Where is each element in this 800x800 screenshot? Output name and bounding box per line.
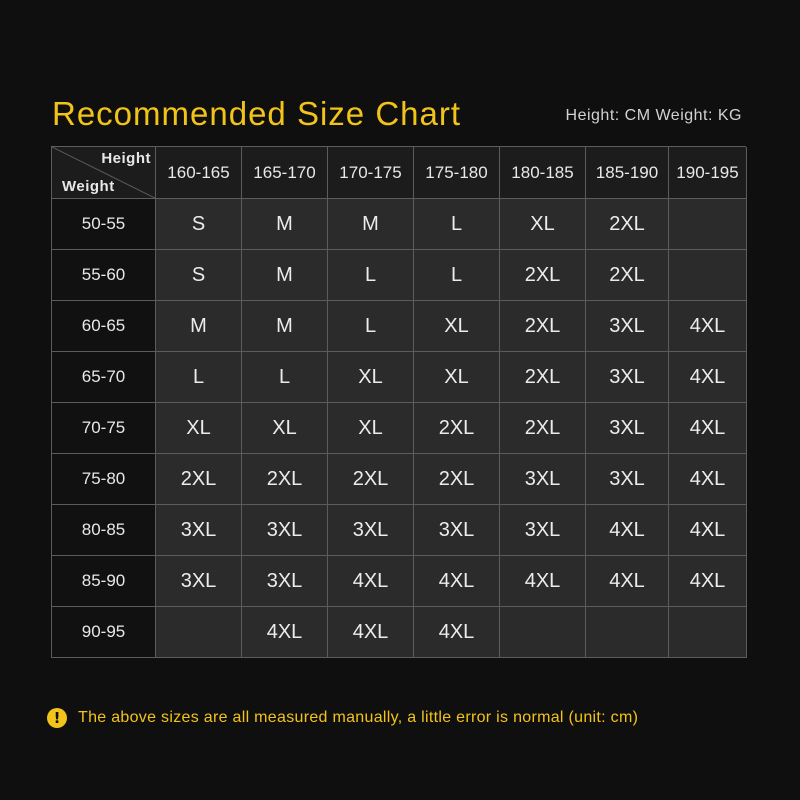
size-cell: 3XL <box>328 505 414 556</box>
size-cell: 4XL <box>669 301 747 352</box>
size-cell: 4XL <box>328 556 414 607</box>
size-cell <box>669 250 747 301</box>
size-cell: 4XL <box>669 352 747 403</box>
units-label: Height: CM Weight: KG <box>565 107 742 124</box>
size-cell: 3XL <box>156 505 242 556</box>
table-corner-header <box>52 147 156 199</box>
size-cell <box>669 199 747 250</box>
size-cell: 3XL <box>500 454 586 505</box>
size-cell: XL <box>500 199 586 250</box>
size-cell: 2XL <box>500 352 586 403</box>
size-cell: L <box>156 352 242 403</box>
size-cell: L <box>328 250 414 301</box>
size-cell: 4XL <box>328 607 414 658</box>
size-cell: M <box>156 301 242 352</box>
size-cell: 3XL <box>242 556 328 607</box>
size-cell <box>586 607 669 658</box>
size-cell <box>156 607 242 658</box>
size-cell: 4XL <box>500 556 586 607</box>
size-cell: 3XL <box>586 403 669 454</box>
column-header-height: 180-185 <box>500 147 586 199</box>
column-header-height: 170-175 <box>328 147 414 199</box>
size-cell: 3XL <box>414 505 500 556</box>
size-cell: 4XL <box>586 556 669 607</box>
size-cell: XL <box>328 352 414 403</box>
size-cell: XL <box>414 352 500 403</box>
footnote <box>47 708 638 728</box>
corner-height-label: Height <box>101 150 151 167</box>
row-header-weight: 50-55 <box>52 199 156 250</box>
size-cell: M <box>242 199 328 250</box>
size-cell: 4XL <box>586 505 669 556</box>
size-cell: 3XL <box>586 301 669 352</box>
size-cell: 2XL <box>242 454 328 505</box>
row-header-weight: 75-80 <box>52 454 156 505</box>
size-cell: XL <box>414 301 500 352</box>
size-cell: S <box>156 250 242 301</box>
size-cell: XL <box>156 403 242 454</box>
size-cell: 3XL <box>500 505 586 556</box>
size-cell: 4XL <box>414 607 500 658</box>
size-cell: 3XL <box>586 454 669 505</box>
row-header-weight: 60-65 <box>52 301 156 352</box>
size-cell: 4XL <box>669 454 747 505</box>
page-title: Recommended Size Chart <box>52 95 462 132</box>
size-cell: 4XL <box>669 403 747 454</box>
size-cell: 4XL <box>242 607 328 658</box>
size-cell: 2XL <box>500 250 586 301</box>
column-header-height: 185-190 <box>586 147 669 199</box>
size-cell: 2XL <box>414 454 500 505</box>
row-header-weight: 65-70 <box>52 352 156 403</box>
row-header-weight: 85-90 <box>52 556 156 607</box>
size-cell: XL <box>242 403 328 454</box>
size-cell: M <box>328 199 414 250</box>
column-header-height: 190-195 <box>669 147 747 199</box>
size-cell: 4XL <box>414 556 500 607</box>
size-cell: L <box>242 352 328 403</box>
size-cell: M <box>242 301 328 352</box>
size-cell: M <box>242 250 328 301</box>
size-cell: 4XL <box>669 505 747 556</box>
size-cell: 3XL <box>156 556 242 607</box>
size-cell: 3XL <box>242 505 328 556</box>
size-cell: S <box>156 199 242 250</box>
row-header-weight: 70-75 <box>52 403 156 454</box>
size-cell: 2XL <box>586 199 669 250</box>
size-cell: XL <box>328 403 414 454</box>
size-cell: 2XL <box>500 403 586 454</box>
size-cell: 2XL <box>156 454 242 505</box>
size-cell: 4XL <box>669 556 747 607</box>
size-cell: 3XL <box>586 352 669 403</box>
corner-weight-label: Weight <box>62 178 115 195</box>
row-header-weight: 55-60 <box>52 250 156 301</box>
column-header-height: 175-180 <box>414 147 500 199</box>
exclamation-icon: ! <box>47 708 67 728</box>
size-cell: L <box>414 199 500 250</box>
column-header-height: 165-170 <box>242 147 328 199</box>
size-cell: 2XL <box>586 250 669 301</box>
size-cell: 2XL <box>500 301 586 352</box>
size-cell: 2XL <box>328 454 414 505</box>
size-cell: L <box>328 301 414 352</box>
size-cell <box>500 607 586 658</box>
size-cell <box>669 607 747 658</box>
size-table <box>51 146 746 658</box>
column-header-height: 160-165 <box>156 147 242 199</box>
row-header-weight: 80-85 <box>52 505 156 556</box>
row-header-weight: 90-95 <box>52 607 156 658</box>
size-cell: 2XL <box>414 403 500 454</box>
footnote-text: The above sizes are all measured manually, a little error is normal (unit: cm) <box>78 709 639 726</box>
size-cell: L <box>414 250 500 301</box>
